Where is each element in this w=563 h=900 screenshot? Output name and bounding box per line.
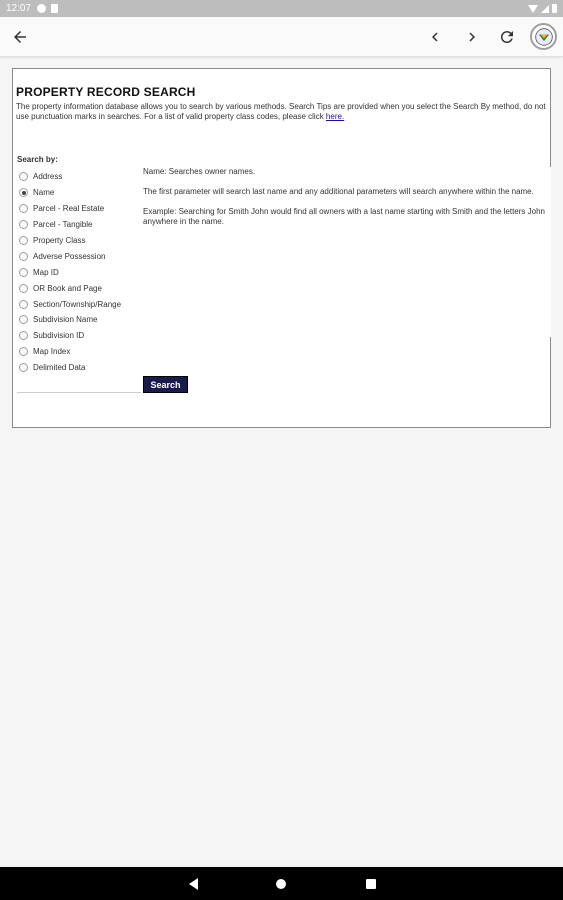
notification-icon bbox=[37, 4, 46, 13]
reload-button[interactable] bbox=[495, 25, 519, 49]
help-text-1: Name: Searches owner names. bbox=[143, 167, 256, 176]
radio-label: Subdivision ID bbox=[33, 331, 85, 341]
radio-button[interactable] bbox=[19, 300, 28, 309]
radio-subdivision-name[interactable] bbox=[19, 312, 121, 328]
reload-icon bbox=[498, 28, 516, 46]
system-nav-bar bbox=[0, 867, 563, 900]
radio-label: Map ID bbox=[33, 267, 59, 277]
app-toolbar bbox=[0, 17, 563, 57]
radio-label: Adverse Possession bbox=[33, 251, 106, 261]
radio-adverse-possession[interactable] bbox=[19, 248, 121, 264]
radio-label: Address bbox=[33, 172, 63, 182]
sim-icon bbox=[51, 4, 58, 13]
radio-label: Property Class bbox=[33, 236, 86, 245]
radio-or-book-page[interactable] bbox=[19, 280, 121, 296]
radio-delimited-data[interactable] bbox=[19, 360, 121, 376]
intro-body: The property information database allows you to search by various methods. Search Tips are provided when you select the Search By method, do not use punctuation marks in searches. For a list of valid property class codes, please click bbox=[16, 102, 546, 121]
radio-label: Parcel - Tangible bbox=[33, 220, 93, 230]
radio-button[interactable] bbox=[19, 236, 28, 245]
radio-map-id[interactable] bbox=[19, 264, 121, 280]
radio-button[interactable] bbox=[19, 172, 28, 181]
status-bar bbox=[0, 0, 563, 17]
signal-icon bbox=[541, 5, 549, 13]
circle-home-icon bbox=[276, 879, 286, 889]
radio-button[interactable] bbox=[19, 284, 28, 293]
radio-label: OR Book and Page bbox=[33, 283, 102, 293]
back-arrow-icon bbox=[11, 28, 29, 46]
radio-button[interactable] bbox=[19, 268, 28, 277]
help-text-3: Example: Searching for Smith John would find all owners with a last name starting with Smith and the letters John anywhere in the name. bbox=[143, 207, 545, 226]
search-button[interactable]: Search bbox=[143, 376, 188, 393]
search-tips-panel bbox=[141, 167, 551, 337]
next-page-button[interactable] bbox=[460, 25, 484, 49]
search-input[interactable] bbox=[17, 377, 141, 393]
radio-button[interactable] bbox=[19, 347, 28, 356]
radio-label: Subdivision Name bbox=[33, 315, 98, 325]
previous-page-button[interactable] bbox=[423, 25, 447, 49]
radio-map-index[interactable] bbox=[19, 344, 121, 360]
county-seal-icon[interactable] bbox=[530, 23, 557, 50]
page-title: PROPERTY RECORD SEARCH bbox=[16, 85, 196, 99]
radio-button-selected[interactable] bbox=[19, 188, 28, 197]
search-panel bbox=[12, 68, 551, 428]
radio-button[interactable] bbox=[19, 204, 28, 213]
battery-icon bbox=[552, 4, 557, 13]
wifi-icon bbox=[528, 5, 538, 13]
radio-section-township-range[interactable] bbox=[19, 296, 121, 312]
property-class-link[interactable]: here. bbox=[325, 112, 345, 121]
chevron-left-icon bbox=[426, 28, 444, 46]
radio-button[interactable] bbox=[19, 252, 28, 261]
help-text-2: The first parameter will search last name and any additional parameters will search anywhere within the name. bbox=[143, 187, 534, 196]
nav-back-button[interactable] bbox=[185, 876, 201, 892]
radio-label: Delimited Data bbox=[33, 363, 86, 373]
radio-address[interactable] bbox=[19, 169, 121, 185]
radio-label: Name bbox=[33, 188, 55, 198]
seal-emblem-icon bbox=[534, 27, 554, 47]
back-button[interactable] bbox=[8, 25, 32, 49]
nav-recents-button[interactable] bbox=[363, 876, 379, 892]
radio-button[interactable] bbox=[19, 363, 28, 372]
radio-label: Map Index bbox=[33, 347, 71, 357]
search-by-label: Search by: bbox=[17, 155, 58, 164]
radio-parcel-tangible[interactable] bbox=[19, 217, 121, 233]
nav-home-button[interactable] bbox=[273, 876, 289, 892]
triangle-back-icon bbox=[189, 878, 198, 890]
chevron-right-icon bbox=[463, 28, 481, 46]
radio-button[interactable] bbox=[19, 220, 28, 229]
square-recents-icon bbox=[366, 879, 376, 889]
radio-label: Section/Township/Range bbox=[33, 299, 122, 309]
status-time: 12:07 bbox=[6, 3, 32, 14]
radio-name[interactable] bbox=[19, 185, 121, 201]
radio-parcel-real-estate[interactable] bbox=[19, 201, 121, 217]
radio-property-class[interactable] bbox=[19, 233, 121, 249]
radio-label: Parcel - Real Estate bbox=[33, 204, 105, 214]
radio-subdivision-id[interactable] bbox=[19, 328, 121, 344]
radio-button[interactable] bbox=[19, 331, 28, 340]
radio-button[interactable] bbox=[19, 315, 28, 324]
intro-text bbox=[16, 102, 548, 122]
search-method-radio-group bbox=[19, 169, 121, 376]
